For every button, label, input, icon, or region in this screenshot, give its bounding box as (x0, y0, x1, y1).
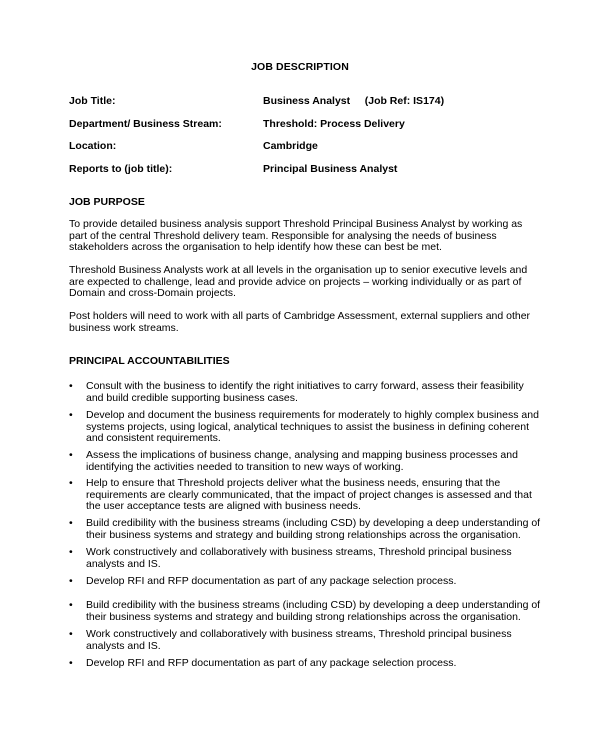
list-item-text: Work constructively and collaboratively with business streams, Threshold principal business analysts and IS. (86, 546, 512, 570)
list-item-text: Work constructively and collaboratively with business streams, Threshold principal business analysts and IS. (86, 628, 512, 652)
list-item-text: Develop RFI and RFP documentation as part of any package selection process. (86, 575, 457, 587)
bullet-icon: • (69, 628, 73, 640)
list-item-text: Develop RFI and RFP documentation as part of any package selection process. (86, 657, 457, 669)
job-title-value: Business Analyst (Job Ref: IS174) (263, 95, 445, 107)
location-value: Cambridge (263, 140, 318, 152)
list-item-text: Consult with the business to identify the right initiatives to carry forward, assess their feasibility and build credible supporting business cases. (86, 380, 524, 404)
list-item-text: Build credibility with the business streams (including CSD) by developing a deep understanding of their business systems and strategy and building strong relationships across the organisation. (86, 517, 541, 541)
list-item-text: Assess the implications of business change, analysing and mapping business processes and identifying the activities needed to transition to new ways of working. (86, 449, 518, 473)
job-title-label: Job Title: (69, 95, 116, 107)
bullet-icon: • (69, 380, 73, 392)
bullet-icon: • (69, 449, 73, 461)
job-purpose-paragraph-3: Post holders will need to work with all parts of Cambridge Assessment, external suppliers and other business work streams. (69, 310, 531, 334)
bullet-icon: • (69, 546, 73, 558)
bullet-icon: • (69, 517, 73, 529)
reports-to-label: Reports to (job title): (69, 163, 173, 175)
bullet-icon: • (69, 477, 73, 489)
reports-to-value: Principal Business Analyst (263, 163, 398, 175)
bullet-icon: • (69, 575, 73, 587)
job-purpose-paragraph-1: To provide detailed business analysis support Threshold Principal Business Analyst by working as part of the central Threshold delivery team. Responsible for analysing the needs of business stakeholders across the organisation to help identify how these can best be met. (69, 218, 523, 253)
job-purpose-heading: JOB PURPOSE (69, 196, 145, 208)
bullet-icon: • (69, 599, 73, 611)
list-item-text: Develop and document the business requirements for moderately to highly complex business and systems projects, using logical, analytical techniques to assist the business in defining coherent and consistent requirements. (86, 409, 539, 444)
bullet-icon: • (69, 657, 73, 669)
list-item-text: Help to ensure that Threshold projects deliver what the business needs, ensuring that the requirements are clearly communicated, that the impact of project changes is assessed and that the user acceptance tests are aligned with business needs. (86, 477, 532, 512)
department-value: Threshold: Process Delivery (263, 118, 405, 130)
principal-accountabilities-heading: PRINCIPAL ACCOUNTABILITIES (69, 355, 230, 367)
bullet-icon: • (69, 409, 73, 421)
location-label: Location: (69, 140, 117, 152)
department-label: Department/ Business Stream: (69, 118, 222, 130)
list-item-text: Build credibility with the business streams (including CSD) by developing a deep understanding of their business systems and strategy and building strong relationships across the organisation. (86, 599, 541, 623)
document-title: JOB DESCRIPTION (251, 61, 349, 73)
job-purpose-paragraph-2: Threshold Business Analysts work at all levels in the organisation up to senior executive levels and are expected to challenge, lead and provide advice on projects – working individually or as part of Domain and cross-Domain projects. (69, 264, 528, 299)
